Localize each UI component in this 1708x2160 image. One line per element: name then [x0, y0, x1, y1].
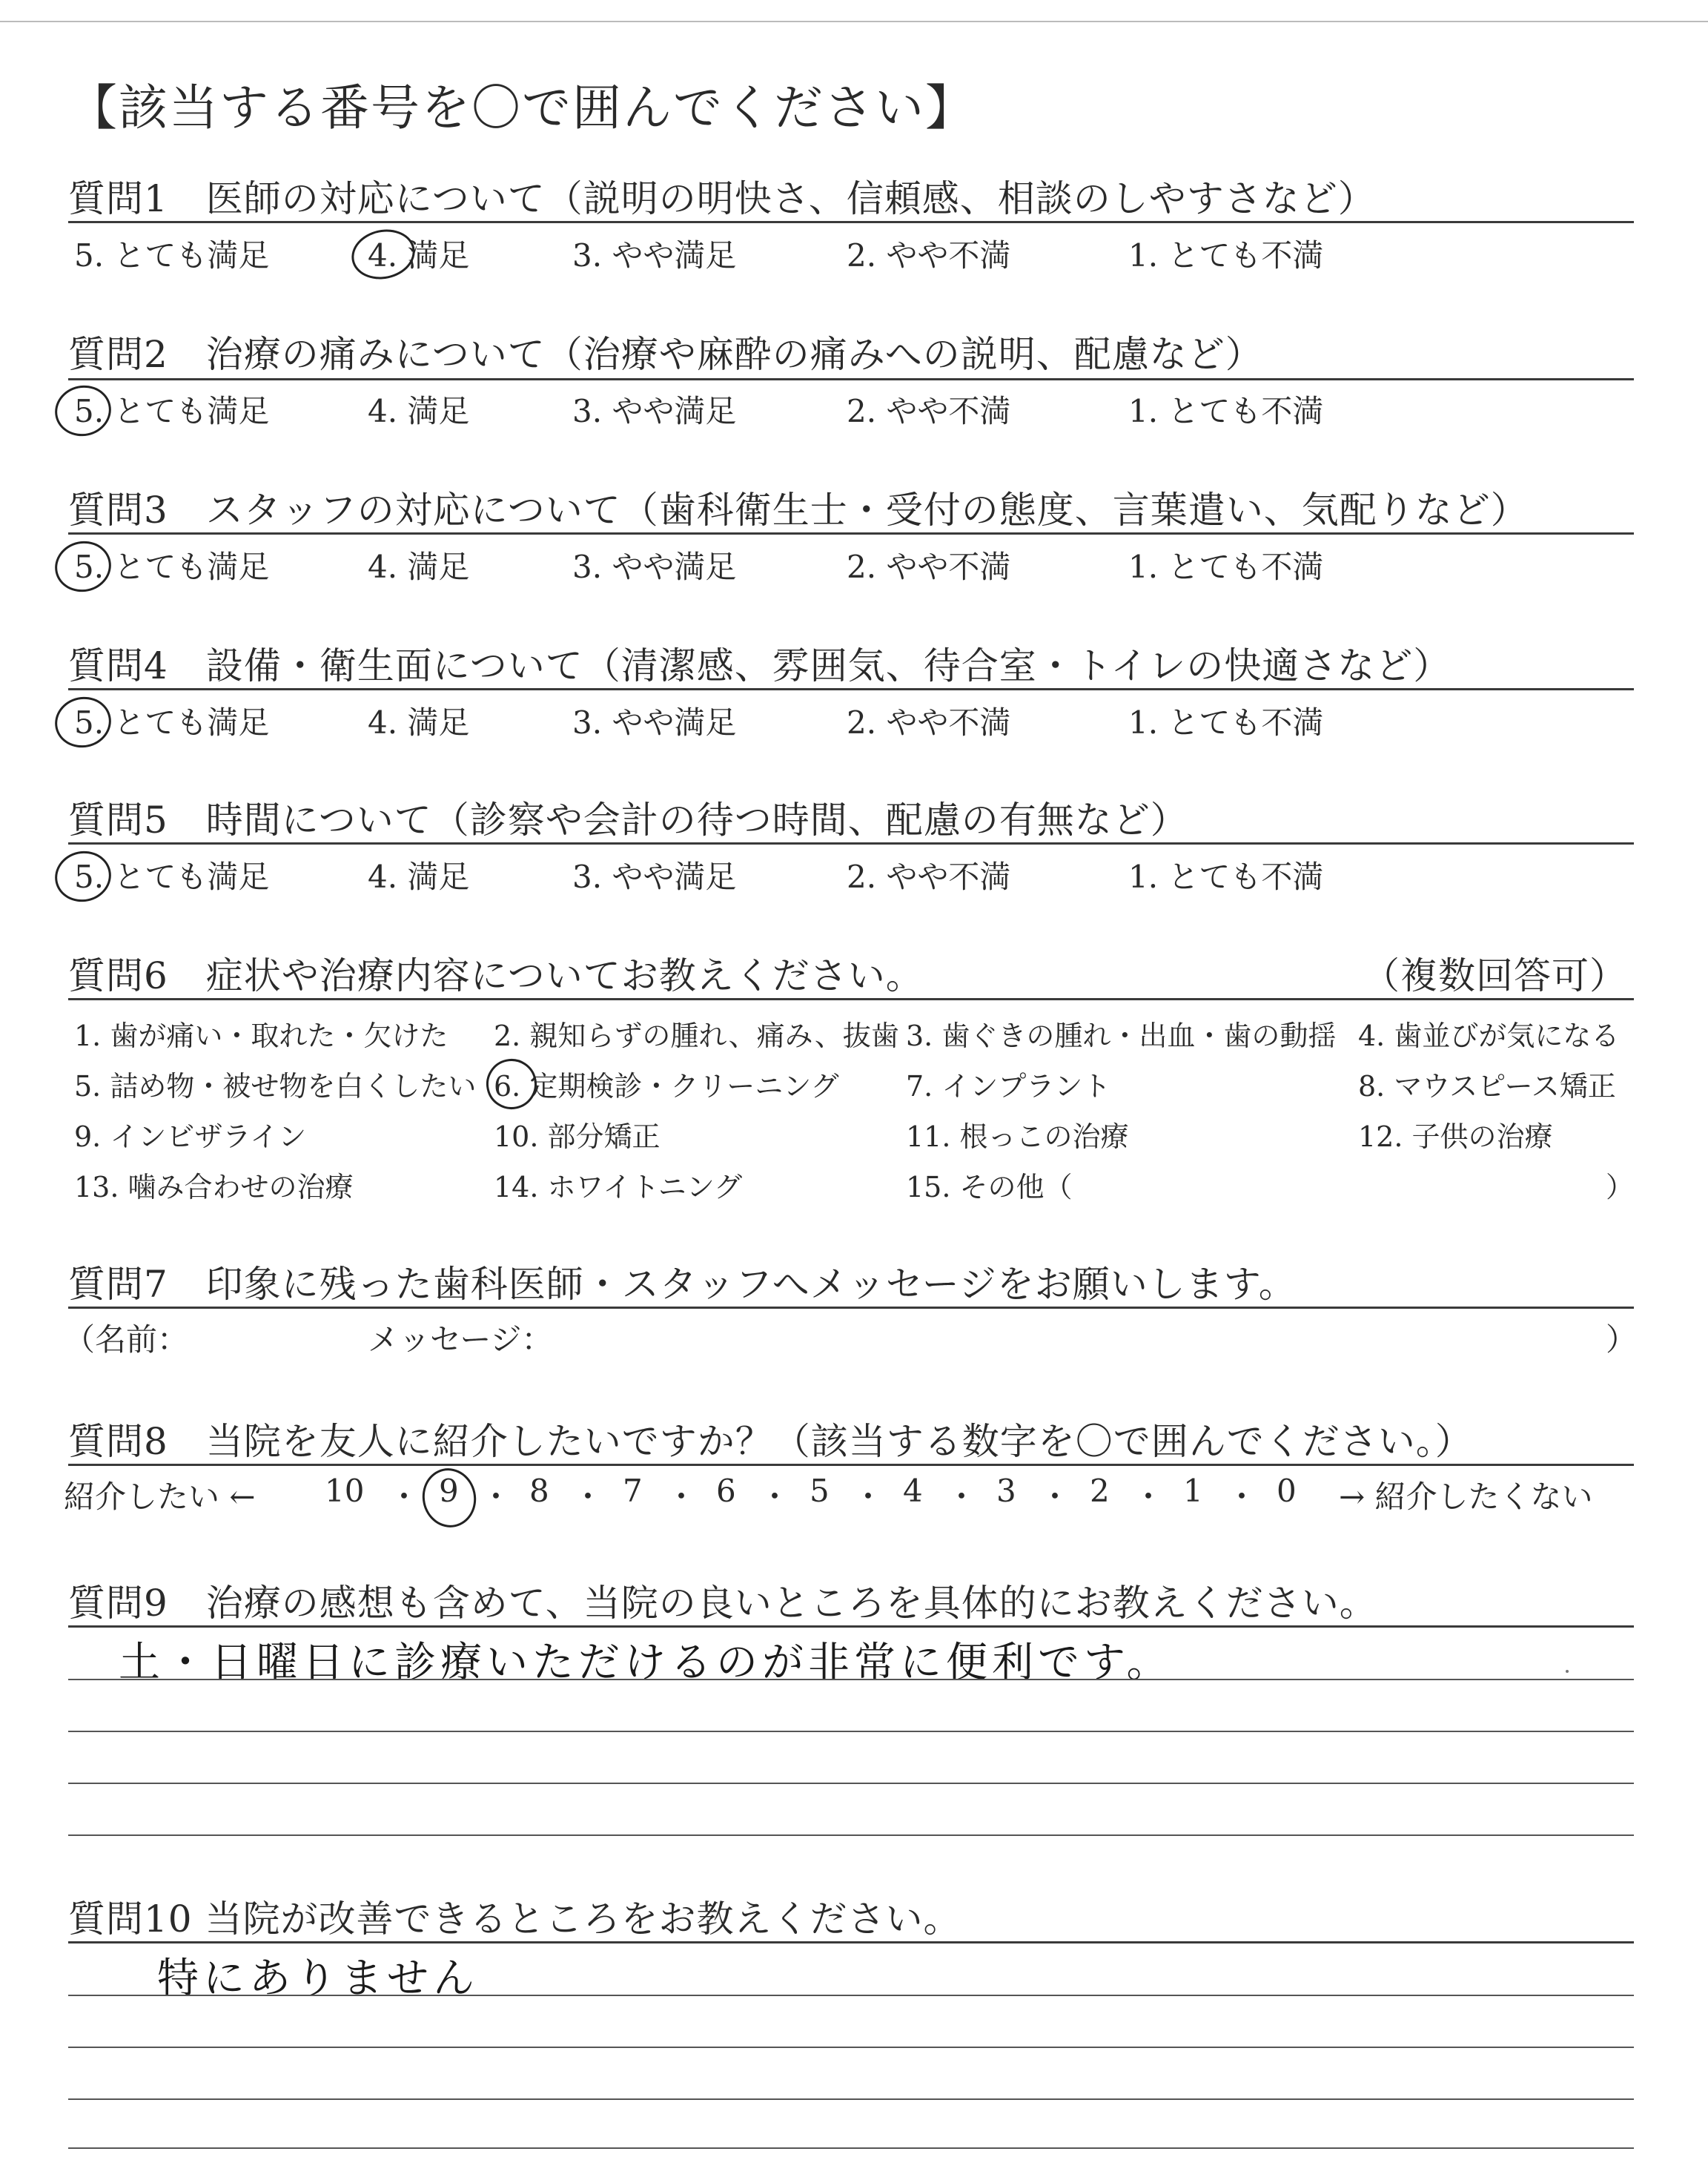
q8-score-5[interactable]: 5	[810, 1473, 830, 1509]
q10-line-2	[68, 2047, 1634, 2048]
q6-item-10[interactable]: 10. 部分矯正	[494, 1120, 661, 1153]
q7-message-label: メッセージ：	[368, 1321, 553, 1358]
q3-rule	[68, 532, 1634, 535]
q6-item-8[interactable]: 8. マウスピース矯正	[1358, 1070, 1616, 1103]
q6-item-3[interactable]: 3. 歯ぐきの腫れ・出血・歯の動揺	[906, 1020, 1337, 1052]
q1-rule	[68, 221, 1634, 223]
q6-item-15[interactable]: 15. その他（	[906, 1171, 1073, 1203]
q1-title: 質問1 医師の対応について（説明の明快さ、信頼感、相談のしやすさなど）	[68, 177, 1376, 220]
q1-option-5[interactable]: 5. とても満足	[74, 237, 270, 274]
q8-score-4[interactable]: 4	[903, 1473, 923, 1509]
q6-item-4[interactable]: 4. 歯並びが気になる	[1358, 1020, 1620, 1052]
page-top-edge	[0, 21, 1708, 22]
q7-close-paren: ）	[1606, 1321, 1638, 1358]
q8-sep: ・	[759, 1479, 791, 1515]
q3-title: 質問3 スタッフの対応について（歯科衛生士・受付の態度、言葉遣い、気配りなど）	[68, 489, 1529, 532]
q10-title: 質問10 当院が改善できるところをお教えください。	[68, 1898, 961, 1941]
q8-right-label: → 紹介したくない	[1339, 1479, 1593, 1515]
q6-item-11[interactable]: 11. 根っこの治療	[906, 1120, 1129, 1153]
q8-sep: ・	[1133, 1479, 1165, 1515]
q6-item-9[interactable]: 9. インビザライン	[74, 1120, 307, 1153]
q8-sep: ・	[666, 1479, 698, 1515]
q4-option-2[interactable]: 2. やや不満	[847, 704, 1011, 741]
q5-title: 質問5 時間について（診察や会計の待つ時間、配慮の有無など）	[68, 799, 1188, 842]
q3-option-5[interactable]: 5. とても満足	[74, 549, 270, 585]
q2-option-4[interactable]: 4. 満足	[368, 393, 470, 429]
q10-line-1	[68, 1995, 1634, 1996]
q5-option-1[interactable]: 1. とても不満	[1128, 859, 1324, 895]
q2-option-5[interactable]: 5. とても満足	[74, 393, 270, 429]
q8-score-7[interactable]: 7	[623, 1473, 643, 1509]
q10-line-3	[68, 2098, 1634, 2100]
q6-item-5[interactable]: 5. 詰め物・被せ物を白くしたい	[74, 1070, 477, 1103]
q5-option-5[interactable]: 5. とても満足	[74, 859, 270, 895]
q8-score-6[interactable]: 6	[716, 1473, 736, 1509]
q1-option-2[interactable]: 2. やや不満	[847, 237, 1011, 274]
q8-selection-circle	[417, 1463, 481, 1532]
q8-sep: ・	[1039, 1479, 1071, 1515]
q2-option-2[interactable]: 2. やや不満	[847, 393, 1011, 429]
q1-option-4[interactable]: 4. 満足	[368, 237, 470, 274]
q2-option-1[interactable]: 1. とても不満	[1128, 393, 1324, 429]
q4-option-5[interactable]: 5. とても満足	[74, 704, 270, 741]
q9-line-3	[68, 1783, 1634, 1784]
q7-name-label: （名前：	[64, 1321, 189, 1358]
q8-score-9[interactable]: 9	[439, 1473, 459, 1509]
q9-line-1	[68, 1679, 1634, 1680]
q8-sep: ・	[853, 1479, 884, 1515]
q6-rule	[68, 998, 1634, 1000]
q9-handwritten-answer: 土・日曜日に診療いただけるのが非常に便利です。	[119, 1639, 1173, 1687]
q8-sep: ・	[388, 1479, 420, 1515]
q8-score-1[interactable]: 1	[1183, 1473, 1203, 1509]
q5-option-3[interactable]: 3. やや満足	[572, 859, 737, 895]
q7-rule	[68, 1307, 1634, 1309]
q8-sep: ・	[480, 1479, 512, 1515]
q4-title: 質問4 設備・衛生面について（清潔感、雰囲気、待合室・トイレの快適さなど）	[68, 644, 1452, 687]
q8-score-10[interactable]: 10	[325, 1473, 365, 1509]
q8-score-0[interactable]: 0	[1277, 1473, 1297, 1509]
q6-title: 質問6 症状や治療内容についてお教えください。	[68, 954, 924, 997]
q8-score-8[interactable]: 8	[529, 1473, 549, 1509]
q2-title: 質問2 治療の痛みについて（治療や麻酔の痛みへの説明、配慮など）	[68, 333, 1263, 376]
q3-option-1[interactable]: 1. とても不満	[1128, 549, 1324, 585]
q10-line-4	[68, 2147, 1634, 2149]
q6-multiple-note: （複数回答可）	[1363, 954, 1627, 997]
q8-score-3[interactable]: 3	[996, 1473, 1016, 1509]
q7-title: 質問7 印象に残った歯科医師・スタッフへメッセージをお願いします。	[68, 1263, 1297, 1306]
q6-item-2[interactable]: 2. 親知らずの腫れ、痛み、抜歯	[494, 1020, 899, 1052]
scan-speck	[1566, 1670, 1569, 1673]
q6-item-14[interactable]: 14. ホワイトニング	[494, 1171, 743, 1203]
q5-rule	[68, 842, 1634, 845]
q6-item-7[interactable]: 7. インプラント	[906, 1070, 1111, 1103]
q8-sep: ・	[1226, 1479, 1258, 1515]
q3-option-4[interactable]: 4. 満足	[368, 549, 470, 585]
q6-item-13[interactable]: 13. 噛み合わせの治療	[74, 1171, 354, 1203]
q8-left-label: 紹介したい ←	[64, 1479, 256, 1515]
q3-option-2[interactable]: 2. やや不満	[847, 549, 1011, 585]
q6-other-close-paren: ）	[1606, 1171, 1635, 1203]
q6-item-12[interactable]: 12. 子供の治療	[1358, 1120, 1553, 1153]
q8-score-2[interactable]: 2	[1090, 1473, 1110, 1509]
q9-title: 質問9 治療の感想も含めて、当院の良いところを具体的にお教えください。	[68, 1582, 1377, 1625]
q9-line-2	[68, 1731, 1634, 1732]
q4-rule	[68, 688, 1634, 690]
q10-rule	[68, 1941, 1634, 1943]
q1-option-3[interactable]: 3. やや満足	[572, 237, 737, 274]
q3-option-3[interactable]: 3. やや満足	[572, 549, 737, 585]
instruction-heading: 【該当する番号を〇で囲んでください】	[68, 79, 976, 136]
q1-option-1[interactable]: 1. とても不満	[1128, 237, 1324, 274]
q4-option-4[interactable]: 4. 満足	[368, 704, 470, 741]
q2-option-3[interactable]: 3. やや満足	[572, 393, 737, 429]
q8-rule	[68, 1464, 1634, 1466]
q9-line-4	[68, 1834, 1634, 1836]
q9-rule	[68, 1625, 1634, 1628]
q8-sep: ・	[946, 1479, 978, 1515]
q6-item-6[interactable]: 6. 定期検診・クリーニング	[494, 1070, 839, 1103]
q4-option-3[interactable]: 3. やや満足	[572, 704, 737, 741]
q5-option-2[interactable]: 2. やや不満	[847, 859, 1011, 895]
q8-sep: ・	[572, 1479, 604, 1515]
q10-handwritten-answer: 特にありません	[157, 1955, 479, 2003]
q8-title: 質問8 当院を友人に紹介したいですか？（該当する数字を〇で囲んでください。）	[68, 1420, 1473, 1463]
q2-rule	[68, 378, 1634, 380]
q4-option-1[interactable]: 1. とても不満	[1128, 704, 1324, 741]
q5-option-4[interactable]: 4. 満足	[368, 859, 470, 895]
q6-item-1[interactable]: 1. 歯が痛い・取れた・欠けた	[74, 1020, 448, 1052]
